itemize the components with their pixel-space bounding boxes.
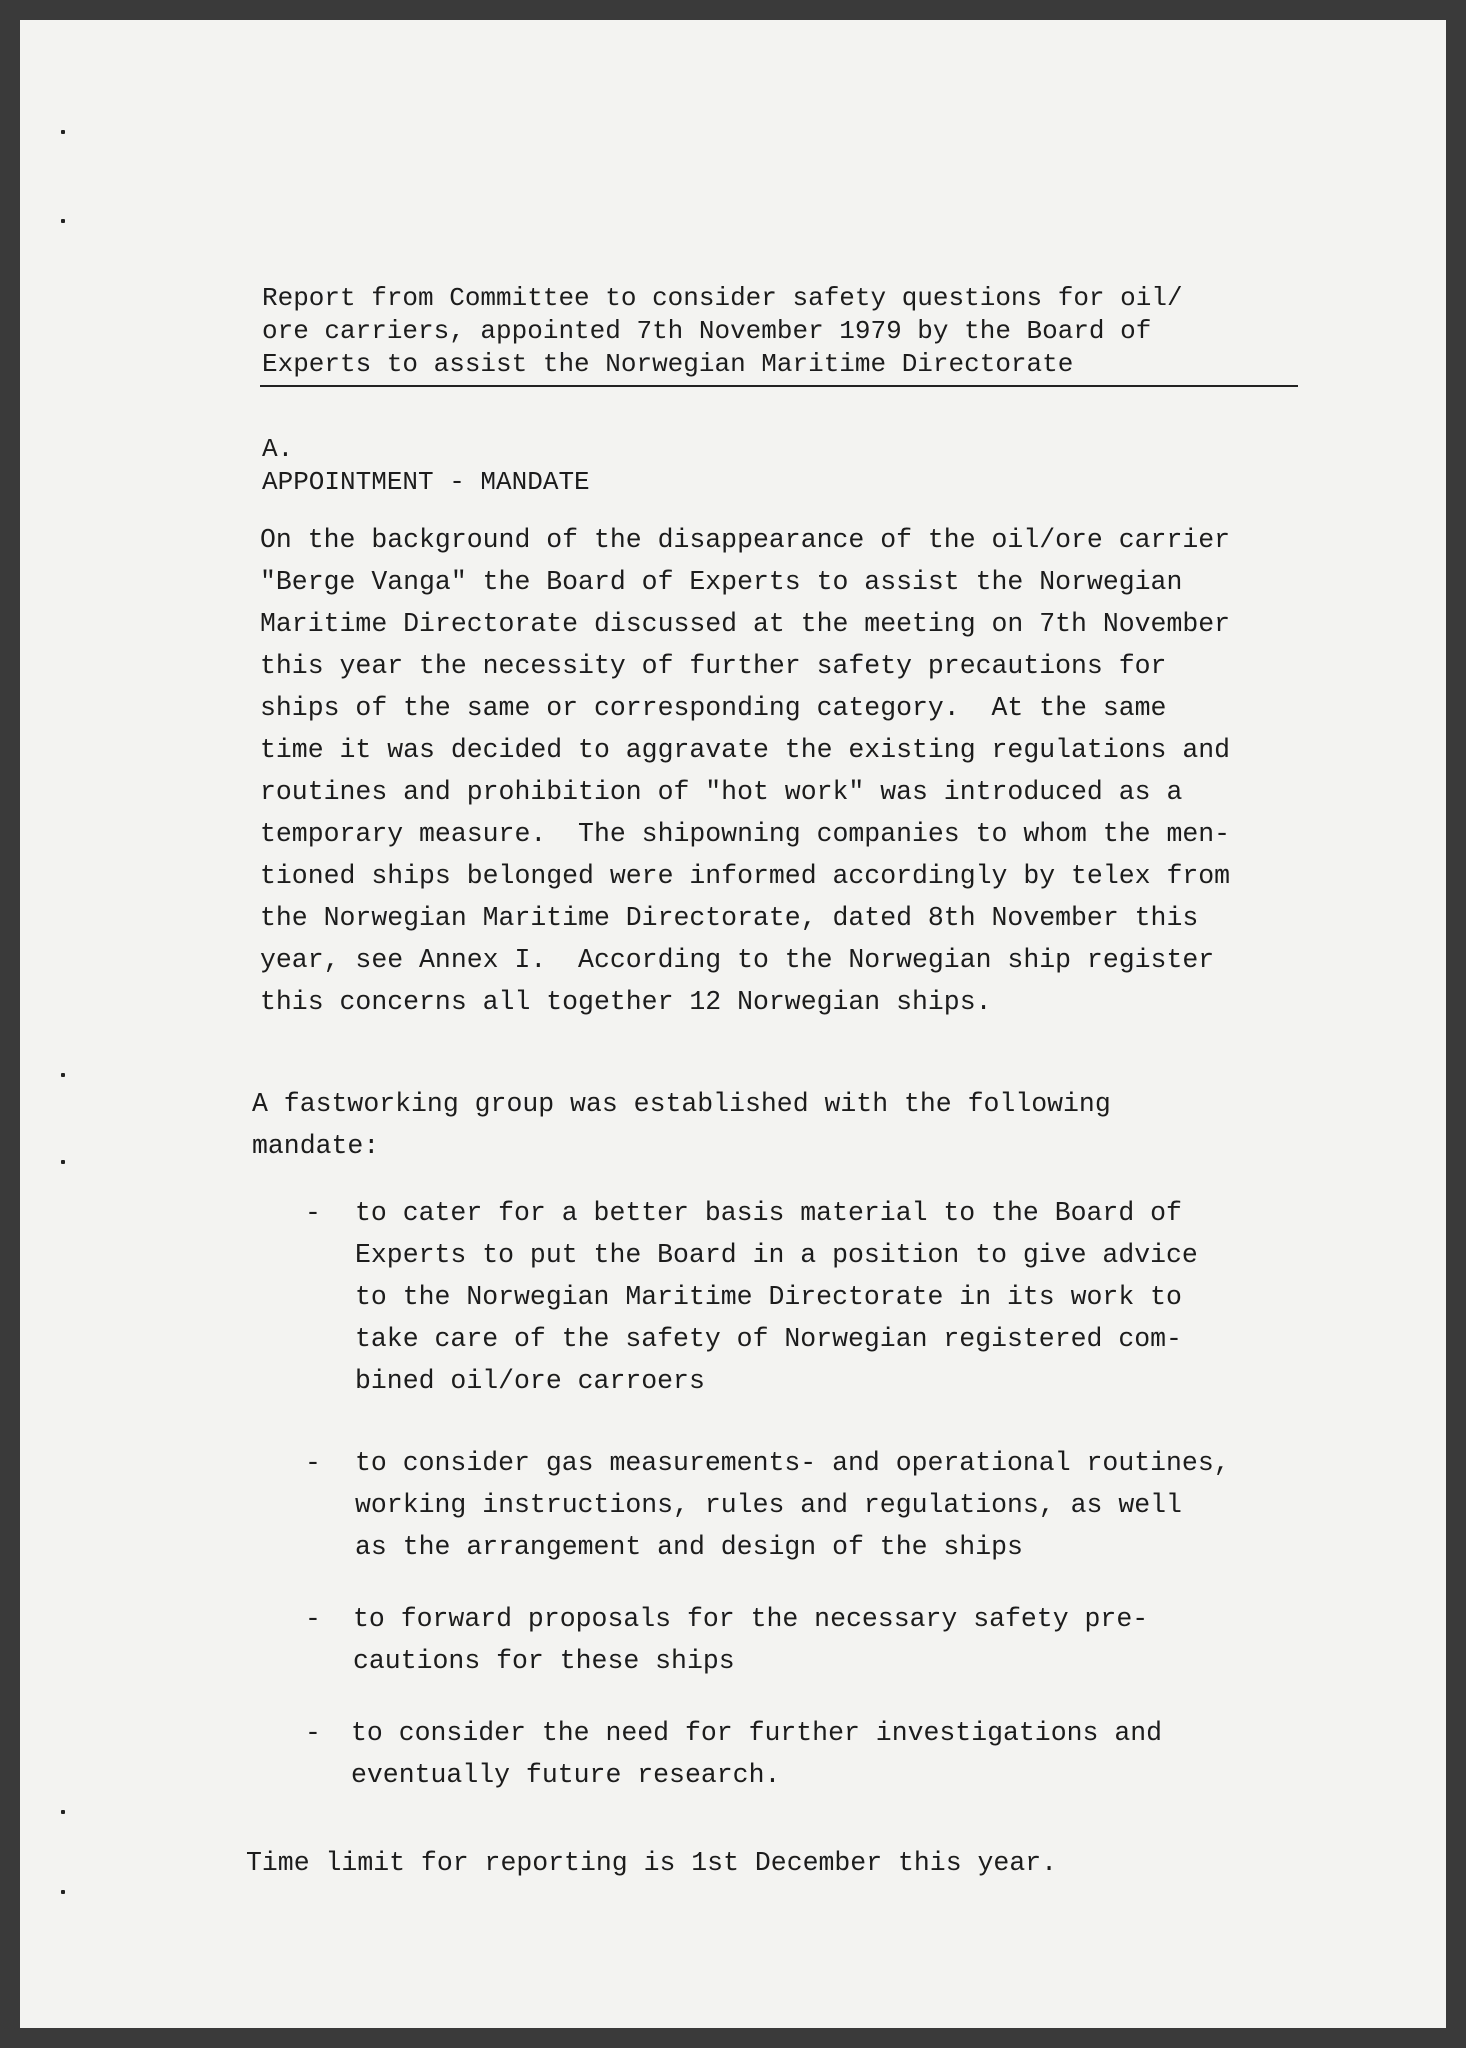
paragraph-line: this concerns all together 12 Norwegian ships. <box>260 987 992 1017</box>
paragraph-line: tioned ships belonged were informed accordingly by telex from <box>260 861 1231 891</box>
document-page <box>20 20 1446 2028</box>
bullet-line: cautions for these ships <box>353 1646 735 1676</box>
scan-mark <box>61 1073 65 1077</box>
paragraph-line: the Norwegian Maritime Directorate, dated 8th November this <box>260 903 1199 933</box>
bullet-line: to the Norwegian Maritime Directorate in its work to <box>355 1282 1182 1312</box>
paragraph-line: year, see Annex I. According to the Norwegian ship register <box>260 945 1215 975</box>
scan-mark <box>61 219 65 223</box>
section-title: APPOINTMENT - MANDATE <box>262 467 590 497</box>
bullet-line: Experts to put the Board in a position to give advice <box>355 1240 1198 1270</box>
report-title-line-2: ore carriers, appointed 7th November 1979 by the Board of <box>262 316 1152 346</box>
title-underline <box>260 385 1298 387</box>
paragraph-line: time it was decided to aggravate the existing regulations and <box>260 735 1231 765</box>
report-title-line-1: Report from Committee to consider safety questions for oil/ <box>262 283 1183 313</box>
bullet-dash: - <box>305 1198 321 1228</box>
report-title-line-3: Experts to assist the Norwegian Maritime Directorate <box>262 349 1074 379</box>
scan-mark <box>61 1160 65 1164</box>
bullet-line: eventually future research. <box>351 1760 781 1790</box>
paragraph-line: this year the necessity of further safety precautions for <box>260 651 1167 681</box>
bullet-line: take care of the safety of Norwegian registered com- <box>355 1324 1182 1354</box>
closing-sentence: Time limit for reporting is 1st December this year. <box>246 1848 1058 1878</box>
paragraph-line: temporary measure. The shipowning companies to whom the men- <box>260 819 1231 849</box>
bullet-line: to consider the need for further investigations and <box>351 1718 1163 1748</box>
paragraph-line: ships of the same or corresponding category. At the same <box>260 693 1167 723</box>
bullet-line: to forward proposals for the necessary safety pre- <box>353 1604 1149 1634</box>
scan-mark <box>61 130 65 134</box>
paragraph-line: A fastworking group was established with the following <box>252 1089 1111 1119</box>
paragraph-line: mandate: <box>252 1131 380 1161</box>
scan-mark <box>61 1890 65 1894</box>
bullet-line: to consider gas measurements- and operational routines, <box>355 1448 1230 1478</box>
paragraph-line: On the background of the disappearance of the oil/ore carrier <box>260 525 1231 555</box>
bullet-dash: - <box>305 1448 321 1478</box>
paragraph-line: Maritime Directorate discussed at the meeting on 7th November <box>260 609 1231 639</box>
bullet-dash: - <box>305 1604 321 1634</box>
scan-mark <box>61 1810 65 1814</box>
section-letter: A. <box>262 434 294 464</box>
bullet-line: working instructions, rules and regulations, as well <box>355 1490 1182 1520</box>
paragraph-line: routines and prohibition of "hot work" was introduced as a <box>260 777 1183 807</box>
bullet-line: to cater for a better basis material to the Board of <box>355 1198 1182 1228</box>
bullet-line: bined oil/ore carroers <box>355 1366 705 1396</box>
bullet-dash: - <box>305 1718 321 1748</box>
paragraph-line: "Berge Vanga" the Board of Experts to assist the Norwegian <box>260 567 1183 597</box>
bullet-line: as the arrangement and design of the ships <box>355 1532 1023 1562</box>
